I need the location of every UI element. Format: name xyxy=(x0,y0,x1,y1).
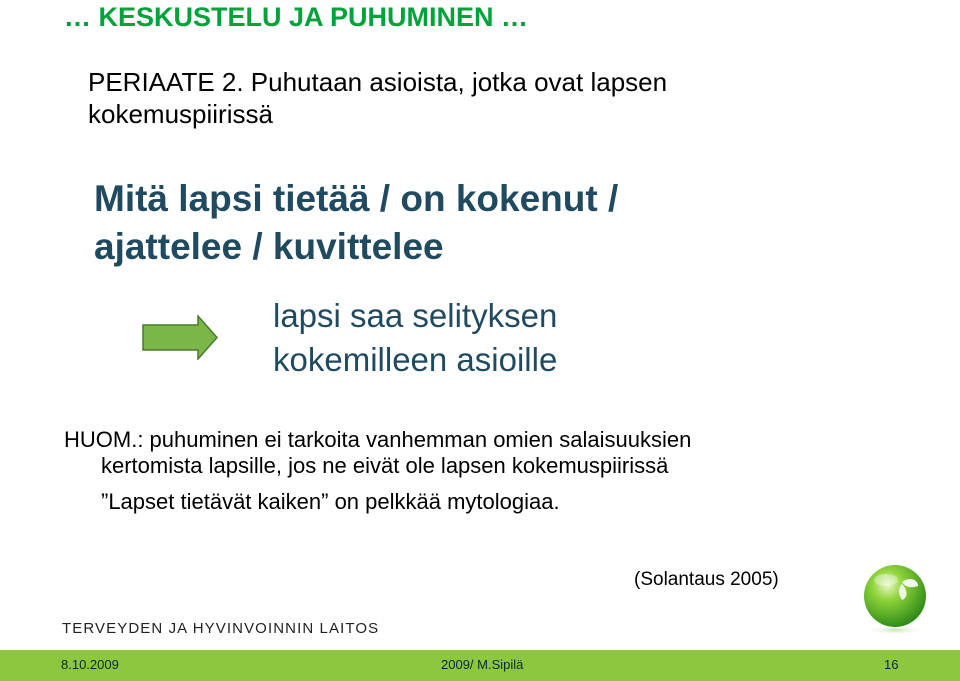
principle-line-2: kokemuspiirissä xyxy=(88,99,273,129)
footer-page-number: 16 xyxy=(884,657,899,672)
slide-title: … KESKUSTELU JA PUHUMINEN … xyxy=(64,2,529,32)
result-line-2: kokemilleen asioille xyxy=(273,341,558,378)
organization-name: TERVEYDEN JA HYVINVOINNIN LAITOS xyxy=(62,620,380,637)
question-line-2: ajattelee / kuvittelee xyxy=(94,226,444,267)
note-line-3: ”Lapset tietävät kaiken” on pelkkää mytologiaa. xyxy=(101,489,560,514)
source-citation: (Solantaus 2005) xyxy=(634,569,779,590)
note-line-2: kertomista lapsille, jos ne eivät ole lapsen kokemuspiirissä xyxy=(101,453,669,478)
principle-text xyxy=(88,66,667,130)
principle-line-1: PERIAATE 2. Puhutaan asioista, jotka ovat lapsen xyxy=(88,67,668,97)
result-text xyxy=(273,294,557,382)
footer-author: 2009/ M.Sipilä xyxy=(441,657,524,672)
result-line-1: lapsi saa selityksen xyxy=(273,297,558,334)
question-heading xyxy=(94,175,618,271)
right-arrow-icon xyxy=(142,315,218,360)
question-line-1: Mitä lapsi tietää / on kokenut / xyxy=(94,178,619,219)
green-orb-logo xyxy=(858,562,932,636)
footer-date: 8.10.2009 xyxy=(61,657,119,672)
note-line-1: HUOM.: puhuminen ei tarkoita vanhemman omien salaisuuksien xyxy=(64,427,692,452)
